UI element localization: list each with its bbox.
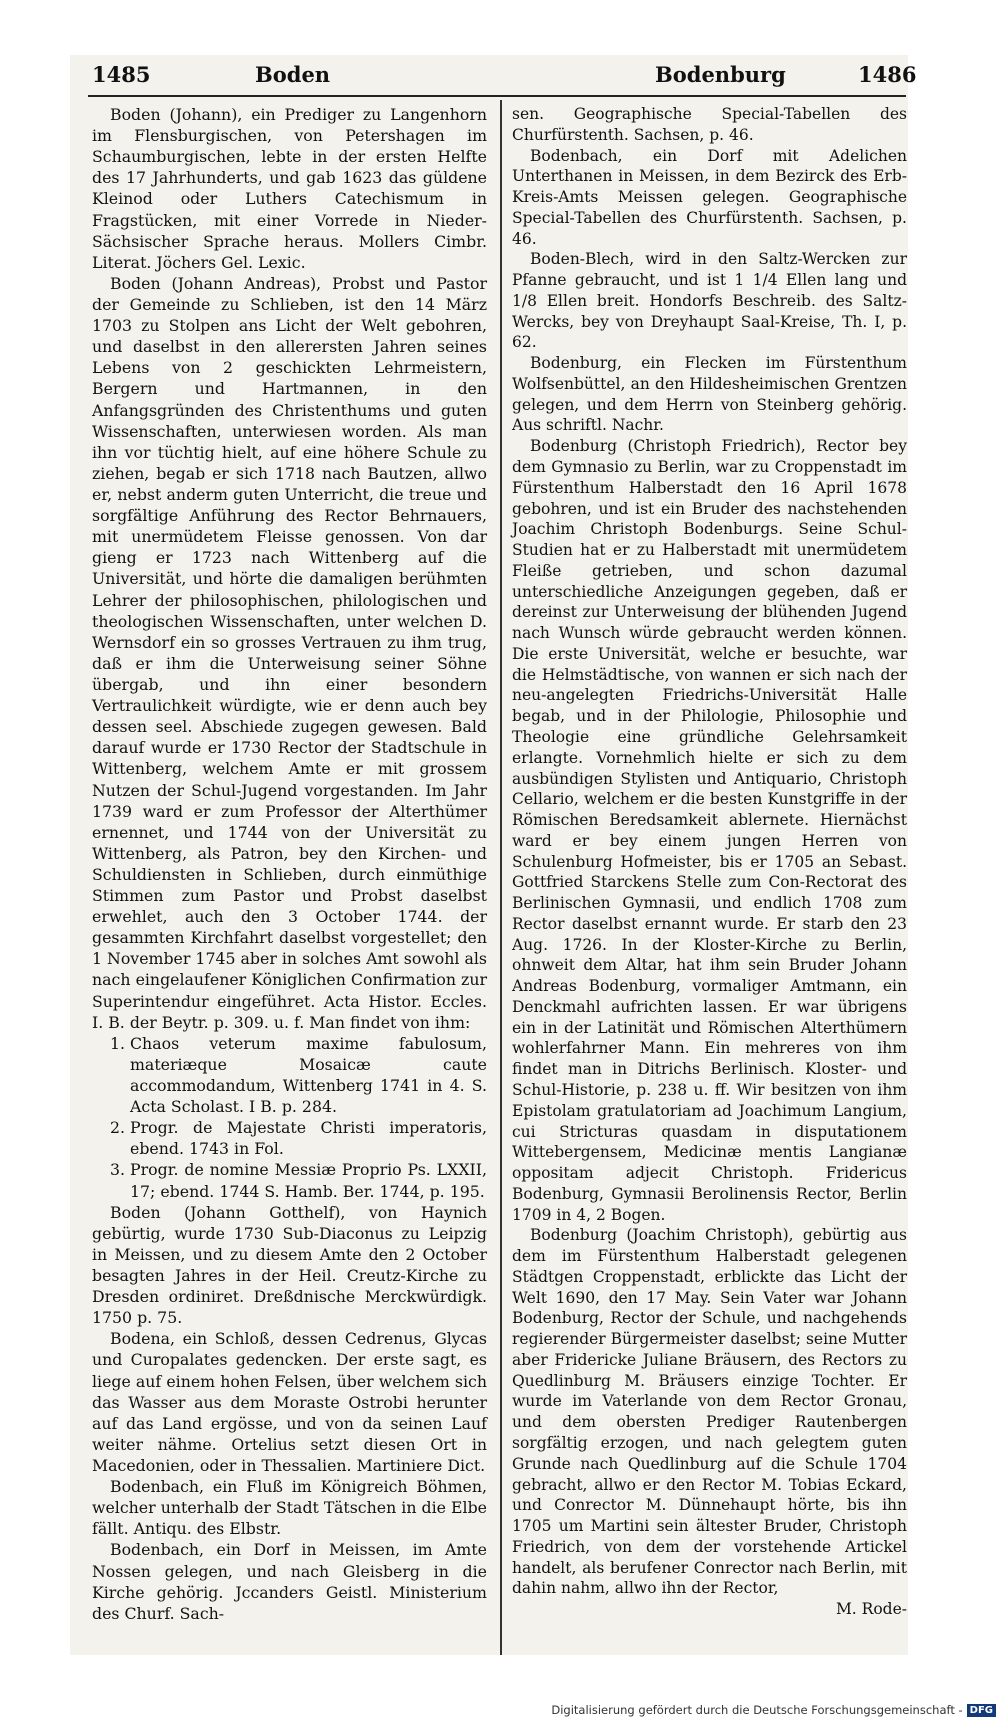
dfg-logo-icon: DFG bbox=[967, 1704, 996, 1717]
entry-bodena: Bodena, ein Schloß, dessen Cedrenus, Glycas und Curopalates gedencken. Der erste sagt, es liege auf einem hohen Felsen, über welchem sich das Wasser aus dem Moraste Ostrobi herunter auf das Land ergösse, und von da seinen Lauf weiter nähme. Ortelius setzt diesen Ort in Macedonien, oder in Thessalien. Martiniere Dict. bbox=[92, 1329, 487, 1475]
entry-bodenbach-dorf-2: Bodenbach, ein Dorf mit Adelichen Unterthanen in Meissen, in dem Bezirck des Erb-Kreis-Amts Meissen gelegen. Geographische Special-Tabellen des Churfürstenth. Sachsen, p. 46. bbox=[512, 146, 907, 248]
work-item: 1. Chaos veterum maxime fabulosum, materiæque Mosaicæ caute accommodandum, Wittenberg 1741 in 4. S. Acta Scholast. I B. p. 284. bbox=[130, 1033, 487, 1117]
digitization-footer bbox=[551, 1703, 996, 1717]
entry-boden-blech: Boden-Blech, wird in den Saltz-Wercken zur Pfanne gebraucht, und ist 1 1/4 Ellen lang und 1/8 Ellen breit. Hondorfs Beschreib. des Saltz-Wercks, bey von Dreyhaupt Saal-Kreise, Th. I, p. 62. bbox=[512, 250, 907, 352]
left-page-number: 1485 bbox=[92, 62, 151, 87]
column-divider bbox=[500, 100, 502, 1655]
entry-bodenburg-joachim: Bodenburg (Joachim Christoph), gebürtig aus dem im Fürstenthum Halberstadt gelegenen Städtgen Croppenstadt, erblickte das Licht der Welt 1690, den 17 May. Sein Vater war Johann Bodenburg, Rector der Schule, und nachgehends regierender Bürgermeister daselbst; seine Mutter aber Fridericke Juliane Bräusern, des Rectors zu Quedlinburg M. Bräusers einzige Tochter. Er wurde im Vaterlande von dem Rector Gronau, und dem obersten Prediger Rautenbergen sorgfältig erzogen, und nach gelegtem guten Grunde nach Quedlinburg auf die Schule 1704 gebracht, allwo er den Rector M. Tobias Eckard, und Conrector M. Dünnehaupt hörte, bis ihn 1705 um Martini sein ältester Bruder, Christoph Friedrich, von dem der vorstehende Artickel handelt, als berufener Conrector nach Berlin, mit dahin nahm, allwo ihn der Rector, bbox=[512, 1226, 908, 1598]
entry-bodenbach-dorf: Bodenbach, ein Dorf in Meissen, im Amte Nossen gelegen, und nach Gleisberg in die Kirche gehörig. Jccanders Geistl. Ministerium des Churf. Sach- bbox=[92, 1540, 487, 1623]
right-page-number: 1486 bbox=[858, 62, 917, 87]
work-item: 3. Progr. de nomine Messiæ Proprio Ps. LXXII, 17; ebend. 1744 S. Hamb. Ber. 1744, p. 195. bbox=[130, 1159, 487, 1201]
right-column bbox=[512, 104, 907, 1620]
work-item: 2. Progr. de Majestate Christi imperatoris, ebend. 1743 in Fol. bbox=[130, 1117, 487, 1159]
left-catchword: Boden bbox=[255, 62, 331, 87]
entry-boden-johann-andreas: Boden (Johann Andreas), Probst und Pastor der Gemeinde zu Schlieben, ist den 14 März 1703 zu Stolpen ans Licht der Welt gebohren, und daselbst in den allerersten Jahren seines Lebens von 2 geschickten Lehrmeistern, Bergern und Hartmannen, in den Anfangsgründen des Christenthums und guten Wissenschaften, unterwiesen worden. Als man ihn vor tüchtig hielt, auf eine höhere Schule zu ziehen, begab er sich 1718 nach Bautzen, allwo er, nebst anderm guten Unterricht, die treue und sorgfältige Anführung des Rector Behrnauers, mit unermüdetem Fleisse genossen. Von dar gieng er 1723 nach Wittenberg auf die Universität, und hörte die damaligen berühmten Lehrer der philosophischen, philologischen und theologischen Wissenschaften, unter welchen D. Wernsdorf ein so grosses Vertrauen zu ihm trug, daß er ihm die Unterweisung seiner Söhne übergab, und ihn einer besondern Vertraulichkeit würdigte, wie er denn auch bey dessen seel. Abschiede zugegen gewesen. Bald darauf wurde er 1730 Rector der Stadtschule in Wittenberg, welchem Amte er mit grossem Nutzen der Schul-Jugend vorgestanden. Im Jahr 1739 ward er zum Professor der Alterthümer ernennet, und 1744 von der Universität zu Wittenberg, als Patron, bey den Kirchen- und Schuldiensten in Schlieben, durch einmüthige Stimmen zum Pastor und Probst daselbst erwehlet, auch den 3 October 1744. der gesammten Kirchfahrt daselbst vorgestellet; den 1 November 1745 aber in solches Amt sowohl als nach eingelaufener Königlichen Confirmation zur Superintendur eingeführet. Acta Histor. Eccles. I. B. der Beytr. p. 309. u. f. Man findet von ihm: bbox=[92, 273, 487, 1032]
right-catchword: Bodenburg bbox=[655, 62, 786, 87]
works-list bbox=[92, 1033, 487, 1202]
left-column bbox=[92, 104, 487, 1624]
entry-bodenbach-fluss: Bodenbach, ein Fluß im Königreich Böhmen, welcher unterhalb der Stadt Tätschen in die Elbe fällt. Antiqu. des Elbstr. bbox=[92, 1477, 487, 1539]
page-catchword: M. Rode- bbox=[835, 1600, 907, 1619]
footer-text: Digitalisierung gefördert durch die Deutsche Forschungsgemeinschaft - bbox=[551, 1703, 963, 1717]
entry-bodenburg-christoph: Bodenburg (Christoph Friedrich), Rector bey dem Gymnasio zu Berlin, war zu Croppenstadt im Fürstenthum Halberstadt den 16 April 1678 gebohren, und ist ein Bruder des nachstehenden Joachim Christoph Bodenburgs. Seine Schul-Studien hat er zu Halberstadt mit unermüdetem Fleiße getrieben, und schon dazumal unterschiedliche Anzeigungen gegeben, daß er dereinst zur Unterweisung der blühenden Jugend nach Wunsch würde gebraucht werden können. Die erste Universität, welche er besuchte, war die Helmstädtische, von wannen er sich nach der neu-angelegten Friedrichs-Universität Halle begab, und in der Philologie, Philosophie und Theologie eine gründliche Gelehrsamkeit erlangte. Vornehmlich hielte er sich zu dem ausbündigen Stylisten und Antiquario, Christoph Cellario, welchem er die besten Kunstgriffe in der Römischen Beredsamkeit ablernete. Hiernächst ward er bey einem jungen Herren von Schulenburg Hofmeister, bis er 1705 an Sebast. Gottfried Starckens Stelle zum Con-Rectorat des Berlinischen Gymnasii, und endlich 1708 zum Rector daselbst ernannt wurde. Er starb den 23 Aug. 1726. In der Kloster-Kirche zu Berlin, ohnweit dem Altar, hat ihm sein Bruder Johann Andreas Bodenburg, vormaliger Amtmann, ein Denckmahl aufrichten lassen. Er war übrigens ein in der Latinität und Römischen Alterthümern wohlerfahrner Mann. Ein mehreres von ihm findet man in Ditrichs Berlinisch. Kloster- und Schul-Historie, p. 238 u. ff. Wir besitzen von ihm Epistolam gratulatoriam ad Joachimum Langium, cui Stricturas quasdam in disputationem Wittebergensem, Medicinæ mentis Langianæ oppositam adjecit Christoph. Fridericus Bodenburg, Gymnasii Berolinensis Rector, Berlin 1709 in 4, 2 Bogen. bbox=[512, 437, 907, 1224]
entry-bodenburg-flecken: Bodenburg, ein Flecken im Fürstenthum Wolfsenbüttel, an den Hildesheimischen Grentzen gelegen, und dem Herrn von Steinberg gehörig. Aus schriftl. Nachr. bbox=[512, 354, 907, 435]
entry-boden-johann: Boden (Johann), ein Prediger zu Langenhorn im Flensburgischen, von Petershagen im Schaumburgischen, lebte in der ersten Helfte des 17 Jahrhunderts, und gab 1623 das güldene Kleinod oder Luthers Catechismum in Fragstücken, mit einer Vorrede in Nieder-Sächsischer Sprache heraus. Mollers Cimbr. Literat. Jöchers Gel. Lexic. bbox=[92, 105, 487, 272]
entry-continuation: sen. Geographische Special-Tabellen des Churfürstenth. Sachsen, p. 46. bbox=[512, 105, 907, 144]
header-rule bbox=[88, 95, 906, 97]
entry-boden-johann-gotthelf: Boden (Johann Gotthelf), von Haynich gebürtig, wurde 1730 Sub-Diaconus zu Leipzig in Meissen, und zu diesem Amte den 2 October besagten Jahres in der Heil. Creutz-Kirche zu Dresden ordiniret. Dreßdnische Merckwürdigk. 1750 p. 75. bbox=[92, 1202, 487, 1328]
